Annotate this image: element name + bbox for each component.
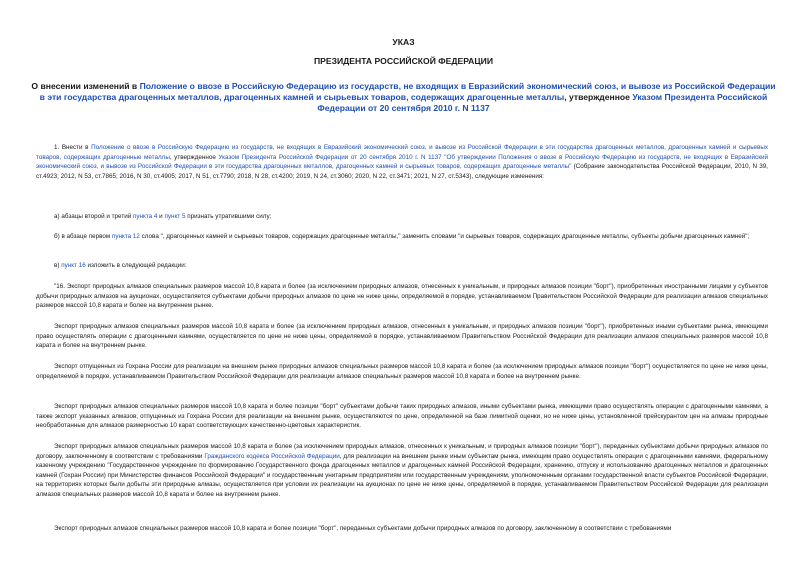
link-point-5[interactable]: пункт 5 (164, 213, 186, 220)
paragraph-19: Экспорт природных алмазов специальных размеров массой 10,8 карата и более позиции "борт" субъектами добычи таких природных алмазов, иными субъектами рынка, имеющими право осуществлять операции с драгоценными камнями, а также экспорт указанных алмазов, отпущенных из Гохрана России для реализации на внешнем рынке, осуществляются по цене, определенной на базе лимитной оценки, но не ниже цены, установленной прейскурантом цен на алмазы природные необработанные для алмазов размерностью 10 карат соответствующих качественно-цветовых характеристик. (36, 403, 768, 430)
link-civil-code[interactable]: Гражданского кодекса Российской Федерации (204, 452, 340, 460)
paragraph-17: Экспорт природных алмазов специальных размеров массой 10,8 карата и более (за исключением природных алмазов, отнесенных к уникальным, и природных алмазов позиции "борт"), приобретенных иными субъектами рынка, имеющими право осуществлять операции с драгоценными камнями, осуществляется по цене не ниже цены, определяемой в порядке, устанавливаемом Правительством Российской Федерации для реализации алмазов специальных размеров массой 10,8 карата и более на внутреннем рынке. (36, 323, 768, 350)
title-link-decree[interactable]: Указом Президента Российской Федерации от 20 сентября 2010 г. N 1137 (317, 92, 768, 114)
p1-link-decree[interactable]: Указом Президента Российской Федерации от 20 сентября 2010 г. N 1137 "Об утверждении Положения о ввозе в Российскую Федерацию из государств, не входящих в Евразийский экономический союз, и вывозе из Российской Федерации в эти государства драгоценных металлов, драгоценных камней и сырьевых товаров, содержащих драгоценные металлы" (36, 153, 768, 171)
pv-text-b: изложить в следующей редакции: (85, 262, 187, 269)
link-point-4[interactable]: пункта 4 (133, 213, 158, 220)
p1-text-c: (Собрание законодательства Российской Федерации, 2010, N 39, ст.4923; 2012, N 53, ст.7865; 2016, N 30, ст.4905; 2017, N 51, ст.7790; 2018, N 28, ст.4200; 2019, N 24, ст.3060; 2020, N 22, ст.3471; 2021, N 27, ст.5343), следующие изменения: (36, 163, 769, 180)
pa-text-b: и (157, 213, 165, 220)
p1-link-regulation[interactable]: Положение о ввозе в Российскую Федерацию из государств, не входящих в Евразийский экономический союз, и вывозе из Российской Федерации в эти государства драгоценных металлов, драгоценных камней и сырьевых товаров, содержащих драгоценные металлы (36, 144, 768, 161)
paragraph-v (36, 261, 768, 271)
p1-text-a: 1. Внести в (54, 144, 92, 151)
decree-issuer: ПРЕЗИДЕНТА РОССИЙСКОЙ ФЕДЕРАЦИИ (313, 56, 494, 66)
title-mid: , утвержденное (564, 92, 633, 103)
paragraph-a (36, 212, 768, 222)
title-link-regulation[interactable]: Положение о ввозе в Российскую Федерацию из государств, не входящих в Евразийский экономический союз, и вывозе из Российской Федерации в эти государства драгоценных металлов, драгоценных камней и сырьевых товаров, содержащих драгоценные металлы (39, 81, 776, 103)
paragraph-b (36, 232, 768, 242)
decree-type: УКАЗ (392, 37, 415, 47)
link-point-12[interactable]: пункта 12 (111, 233, 140, 240)
p20-text-a: Экспорт природных алмазов специальных размеров массой 10,8 карата и более (за исключением природных алмазов, отнесенных к уникальным, и природных алмазов позиции "борт"), переданных субъектами добычи природных алмазов по договору, заключенному в соответствии с требованиями (36, 443, 768, 460)
pv-text-a: в) (54, 262, 62, 269)
paragraph-18: Экспорт отпущенных из Гохрана России для реализации на внешнем рынке природных алмазов специальных размеров массой 10,8 карата и более (за исключением природных алмазов позиции "борт") осуществляется по цене не ниже цены, определяемой в порядке, устанавливаемом Правительством Российской Федерации для реализации алмазов специальных размеров массой 10,8 карата и более на внутреннем рынке. (36, 363, 768, 380)
pb-text-b: слова ", драгоценных камней и сырьевых товаров, содержащих драгоценные металлы," заменить словами "и сырьевых товаров, содержащих драгоценные металлы, субъекты добычи драгоценных камней"; (139, 233, 750, 240)
paragraph-16: "16. Экспорт природных алмазов специальных размеров массой 10,8 карата и более (за исключением природных алмазов, отнесенных к уникальным, и природных алмазов позиции "борт"), приобретенных иностранными лицами у субъектов добычи природных алмазов на аукционах, осуществляется субъектами добычи природных алмазов по цене не ниже цены, определяемой в порядке, устанавливаемом Правительством Российской Федерации для реализации алмазов специальных размеров массой 10,8 карата и более на внутреннем рынке. (36, 283, 768, 310)
pb-text-a: б) в абзаце первом (54, 233, 112, 240)
pa-text-c: признать утратившими силу; (185, 213, 272, 220)
p20-text-b: , для реализации на внешнем рынке иным субъектам рынка, имеющим право осуществлять операции с драгоценными камнями, федеральному казенному учреждению "Государственное учреждение по формированию Государственного фонда драгоценных металлов и драгоценных камней Российской Федерации, хранению, отпуску и использованию драгоценных металлов и драгоценных камней (Гохран России) при Министерстве финансов Российской Федерации" и государственным унитарным предприятиям или государственным учреждениям, уполномоченным органами государственной власти субъектов Российской Федерации, на территориях которых были добыты эти природные алмазы, осуществляется при условии их реализации на аукционах по цене не ниже цены, определяемой в порядке, устанавливаемом Правительством Российской Федерации для реализации алмазов специальных размеров массой 10,8 карата и более на внутреннем рынке. (36, 452, 768, 498)
document-title (30, 81, 777, 115)
p1-text-b: , утвержденное (169, 153, 219, 161)
link-point-16[interactable]: пункт 16 (61, 262, 86, 269)
paragraph-21: Экспорт природных алмазов специальных размеров массой 10,8 карата и более позиции "борт", переданных субъектами добычи природных алмазов по договору, заключенному в соответствии с требованиями (54, 525, 672, 532)
pa-text-a: а) абзацы второй и третий (54, 213, 133, 220)
paragraph-1 (36, 143, 768, 181)
paragraph-20 (36, 442, 768, 500)
title-prefix: О внесении изменений в (31, 81, 140, 91)
